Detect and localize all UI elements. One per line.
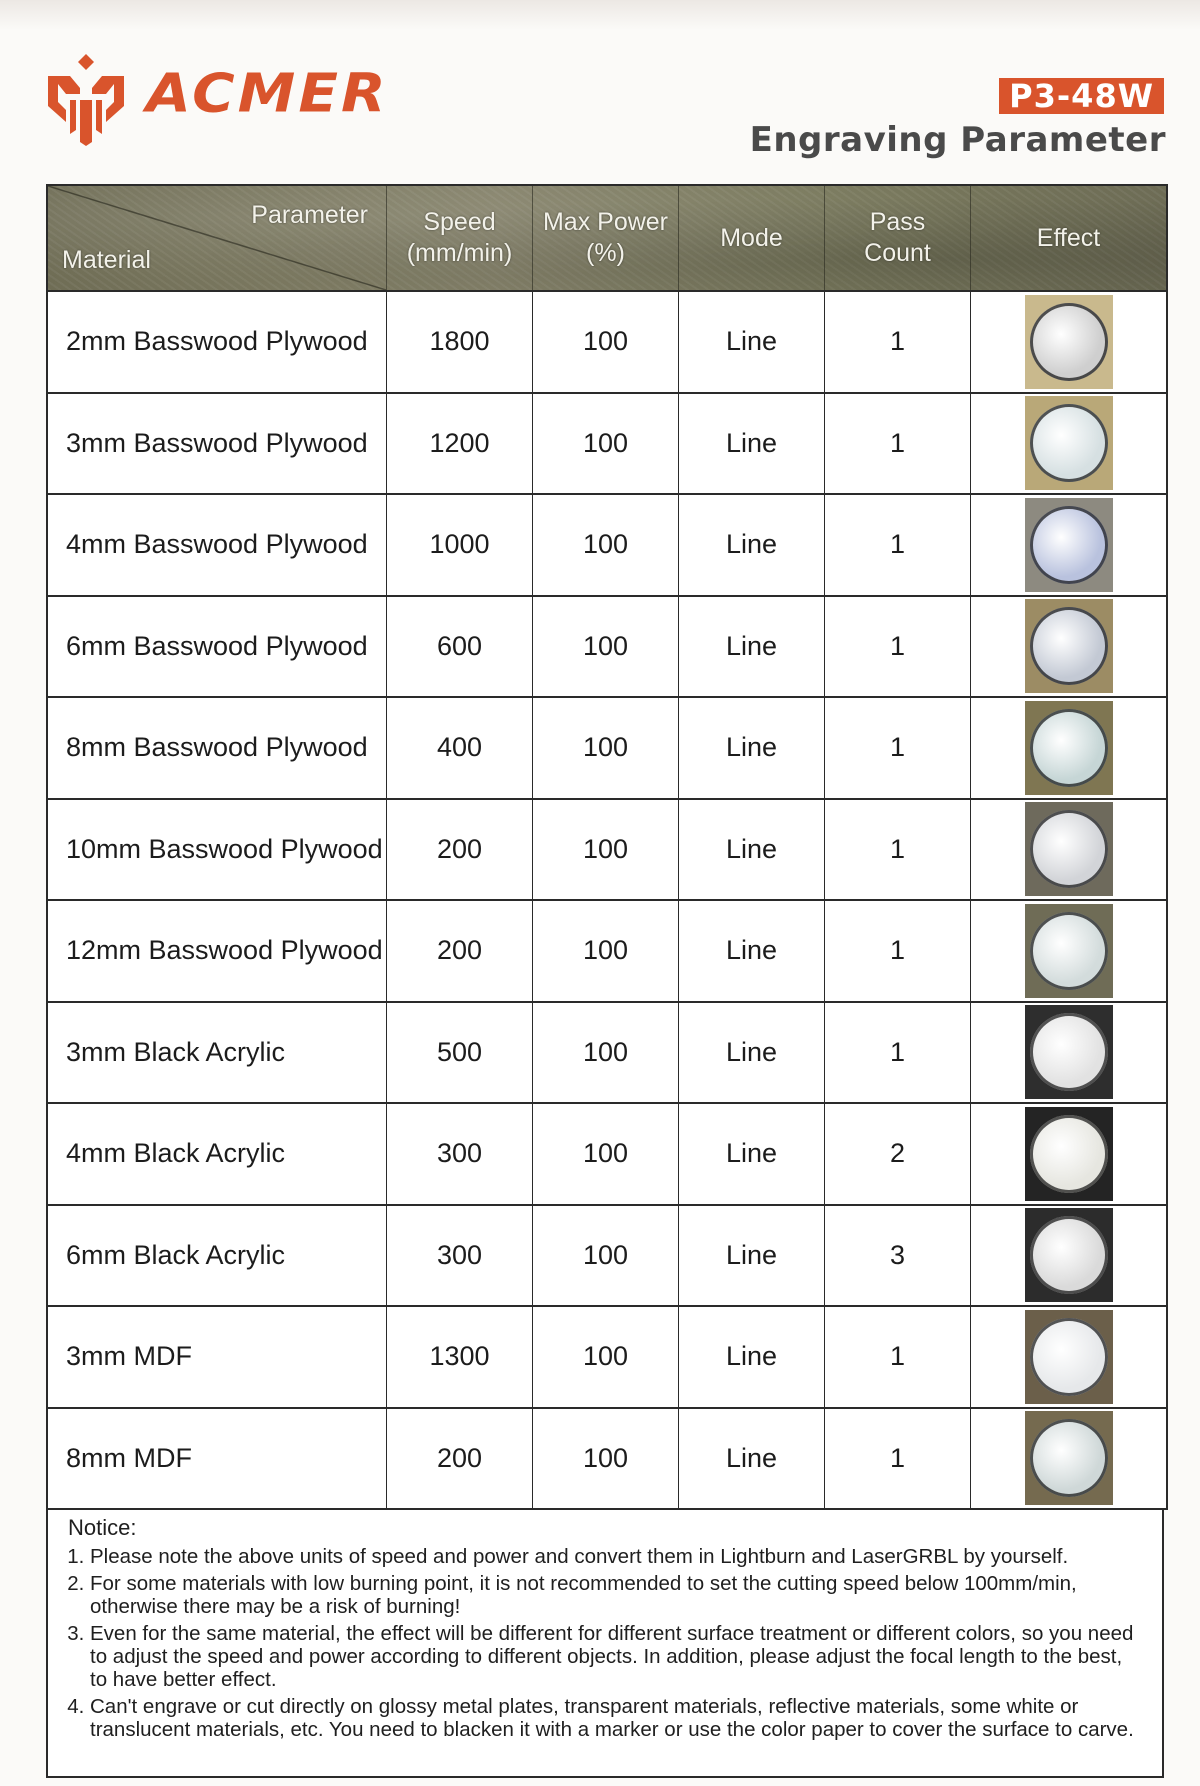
max-power-cell: 100: [532, 1104, 678, 1204]
cut-circle-sample: [1030, 1115, 1108, 1193]
pass-count-cell: 1: [824, 292, 970, 392]
effect-cell: [970, 495, 1166, 595]
notice-item: 1. Please note the above units of speed and power and convert them in Lightburn and LaserGRBL by yourself.: [90, 1545, 1140, 1568]
max-power-cell: 100: [532, 800, 678, 900]
material-cell: 4mm Black Acrylic: [66, 1138, 286, 1169]
header-effect: [970, 186, 1166, 290]
effect-cell: [970, 597, 1166, 697]
table-row: [48, 292, 1166, 392]
effect-cell: [970, 1307, 1166, 1407]
speed-cell: 400: [386, 698, 532, 798]
effect-sample-image: [1025, 599, 1113, 693]
effect-cell: [970, 1104, 1166, 1204]
effect-cell: [970, 800, 1166, 900]
material-cell: 3mm MDF: [66, 1341, 192, 1372]
mode-cell: Line: [678, 495, 824, 595]
effect-sample-image: [1025, 1310, 1113, 1404]
effect-sample-image: [1025, 1208, 1113, 1302]
effect-sample-image: [1025, 802, 1113, 896]
header-mode-label: Mode: [720, 223, 783, 252]
mode-cell: Line: [678, 1104, 824, 1204]
effect-sample-image: [1025, 295, 1113, 389]
pass-count-cell: 1: [824, 1003, 970, 1103]
effect-cell: [970, 1409, 1166, 1509]
effect-sample-image: [1025, 904, 1113, 998]
max-power-cell: 100: [532, 1307, 678, 1407]
mode-cell: Line: [678, 800, 824, 900]
material-cell: 3mm Black Acrylic: [66, 1036, 286, 1067]
header-mode: [678, 186, 824, 290]
header-parameter: Parameter: [251, 201, 368, 229]
max-power-cell: 100: [532, 698, 678, 798]
header-effect-label: Effect: [1036, 223, 1101, 252]
notice-list: [68, 1545, 1140, 1741]
cut-circle-sample: [1030, 303, 1108, 381]
model-badge: P3-48W: [999, 78, 1164, 114]
mode-cell: Line: [678, 1206, 824, 1306]
notice-item: 3. Even for the same material, the effect will be different for different surface treatment or different colors, so you need to adjust the speed and power according to different objects. In addition, please adjust the focal length to the best, to have better effect.: [90, 1622, 1140, 1691]
header-pass-count: [824, 186, 970, 290]
effect-cell: [970, 901, 1166, 1001]
cut-circle-sample: [1030, 810, 1108, 888]
parameter-table: [46, 184, 1168, 1510]
table-row: [48, 798, 1166, 900]
speed-cell: 600: [386, 597, 532, 697]
mode-cell: Line: [678, 292, 824, 392]
mode-cell: Line: [678, 1409, 824, 1509]
header-parameter-material: [48, 186, 386, 290]
max-power-cell: 100: [532, 901, 678, 1001]
effect-sample-image: [1025, 396, 1113, 490]
cut-circle-sample: [1030, 607, 1108, 685]
table-row: [48, 595, 1166, 697]
pass-count-cell: 3: [824, 1206, 970, 1306]
table-header: [48, 186, 1166, 292]
speed-cell: 200: [386, 1409, 532, 1509]
effect-sample-image: [1025, 1107, 1113, 1201]
header-max-power-label: Max Power (%): [542, 208, 669, 267]
cut-circle-sample: [1030, 1419, 1108, 1497]
table-row: [48, 899, 1166, 1001]
speed-cell: 1000: [386, 495, 532, 595]
page-title: Engraving Parameter: [749, 120, 1166, 160]
pass-count-cell: 1: [824, 901, 970, 1001]
mode-cell: Line: [678, 1307, 824, 1407]
pass-count-cell: 1: [824, 1307, 970, 1407]
effect-cell: [970, 292, 1166, 392]
table-row: [48, 1305, 1166, 1407]
notice-item: 4. Can't engrave or cut directly on glossy metal plates, transparent materials, reflective materials, some white or translucent materials, etc. You need to blacken it with a marker or use the color paper to cover the surface to carve.: [90, 1695, 1140, 1741]
material-cell: 10mm Basswood Plywood: [66, 833, 383, 864]
speed-cell: 1300: [386, 1307, 532, 1407]
mode-cell: Line: [678, 597, 824, 697]
effect-sample-image: [1025, 498, 1113, 592]
material-cell: 12mm Basswood Plywood: [66, 935, 383, 966]
top-shadow-strip: [0, 0, 1200, 30]
speed-cell: 300: [386, 1104, 532, 1204]
header-material: Material: [62, 246, 151, 274]
header-speed-label: Speed (mm/min): [406, 208, 513, 267]
material-cell: 3mm Basswood Plywood: [66, 427, 368, 458]
speed-cell: 200: [386, 800, 532, 900]
cut-circle-sample: [1030, 709, 1108, 787]
cut-circle-sample: [1030, 1013, 1108, 1091]
mode-cell: Line: [678, 901, 824, 1001]
max-power-cell: 100: [532, 495, 678, 595]
cut-circle-sample: [1030, 506, 1108, 584]
pass-count-cell: 2: [824, 1104, 970, 1204]
mode-cell: Line: [678, 698, 824, 798]
effect-sample-image: [1025, 1411, 1113, 1505]
pass-count-cell: 1: [824, 800, 970, 900]
mode-cell: Line: [678, 1003, 824, 1103]
table-row: [48, 1102, 1166, 1204]
material-cell: 6mm Basswood Plywood: [66, 630, 368, 661]
pass-count-cell: 1: [824, 1409, 970, 1509]
material-cell: 8mm Basswood Plywood: [66, 732, 368, 763]
table-body: [48, 292, 1166, 1508]
effect-sample-image: [1025, 701, 1113, 795]
pass-count-cell: 1: [824, 597, 970, 697]
effect-cell: [970, 394, 1166, 494]
table-row: [48, 392, 1166, 494]
effect-sample-image: [1025, 1005, 1113, 1099]
max-power-cell: 100: [532, 1003, 678, 1103]
header-max-power: [532, 186, 678, 290]
pass-count-cell: 1: [824, 698, 970, 798]
max-power-cell: 100: [532, 1206, 678, 1306]
material-cell: 4mm Basswood Plywood: [66, 529, 368, 560]
table-row: [48, 1204, 1166, 1306]
pass-count-cell: 1: [824, 495, 970, 595]
table-row: [48, 696, 1166, 798]
max-power-cell: 100: [532, 597, 678, 697]
header-speed: [386, 186, 532, 290]
table-row: [48, 1001, 1166, 1103]
cut-circle-sample: [1030, 912, 1108, 990]
max-power-cell: 100: [532, 292, 678, 392]
speed-cell: 200: [386, 901, 532, 1001]
speed-cell: 300: [386, 1206, 532, 1306]
max-power-cell: 100: [532, 394, 678, 494]
pass-count-cell: 1: [824, 394, 970, 494]
header-pass-count-label: Pass Count: [864, 208, 931, 267]
cut-circle-sample: [1030, 1318, 1108, 1396]
effect-cell: [970, 698, 1166, 798]
notice-item: 2. For some materials with low burning point, it is not recommended to set the cutting speed below 100mm/min, otherwise there may be a risk of burning!: [90, 1572, 1140, 1618]
table-row: [48, 493, 1166, 595]
speed-cell: 1200: [386, 394, 532, 494]
cut-circle-sample: [1030, 404, 1108, 482]
speed-cell: 1800: [386, 292, 532, 392]
notice-title: Notice:: [68, 1515, 137, 1540]
cut-circle-sample: [1030, 1216, 1108, 1294]
effect-cell: [970, 1206, 1166, 1306]
notice-box: [46, 1510, 1164, 1778]
acmer-logo-icon: [44, 50, 128, 146]
material-cell: 8mm MDF: [66, 1442, 192, 1473]
brand-name: ACMER: [146, 62, 389, 125]
speed-cell: 500: [386, 1003, 532, 1103]
max-power-cell: 100: [532, 1409, 678, 1509]
effect-cell: [970, 1003, 1166, 1103]
table-row: [48, 1407, 1166, 1509]
material-cell: 2mm Basswood Plywood: [66, 326, 368, 357]
mode-cell: Line: [678, 394, 824, 494]
material-cell: 6mm Black Acrylic: [66, 1239, 286, 1270]
